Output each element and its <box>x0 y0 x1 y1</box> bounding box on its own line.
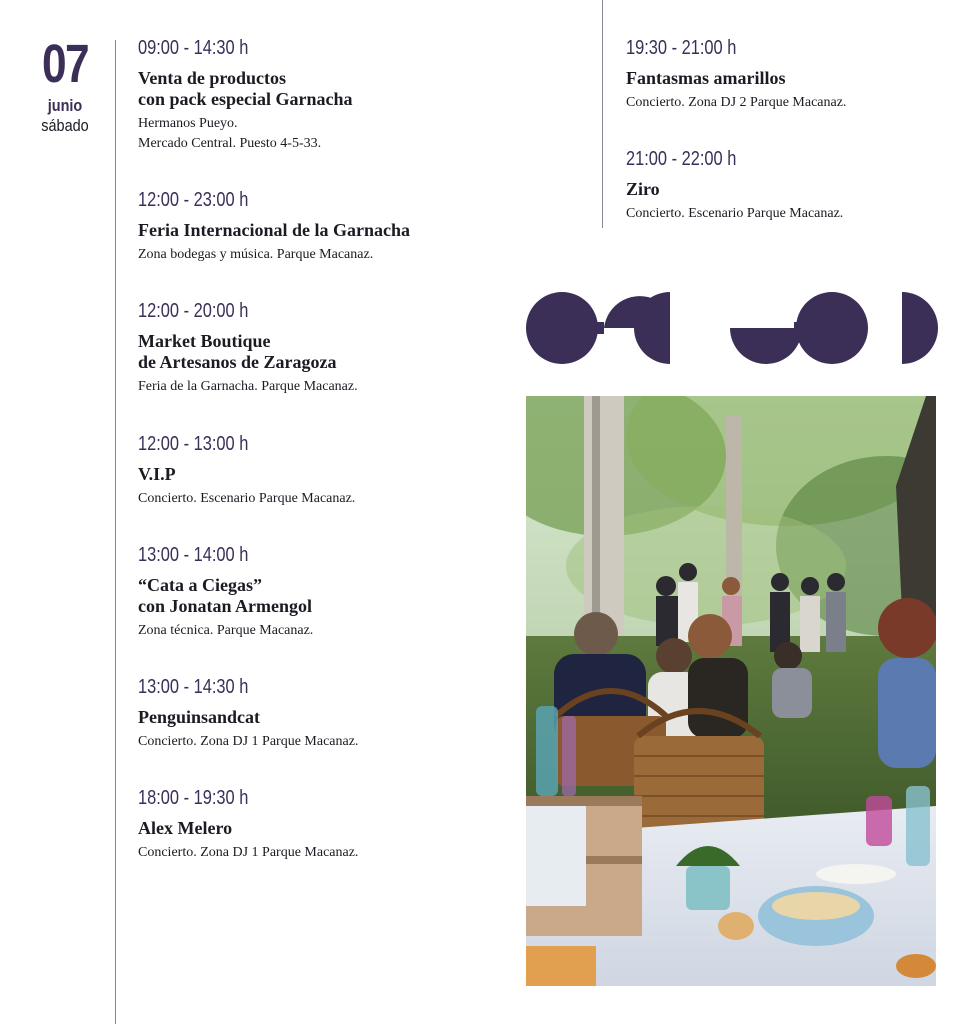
event-title: Ziro <box>626 179 660 199</box>
event-item <box>138 786 578 863</box>
event-title: Fantasmas amarillos <box>626 68 786 88</box>
deco-bar <box>562 322 604 334</box>
event-item <box>138 432 578 543</box>
deco-bar-2 <box>794 322 834 334</box>
date-block <box>30 36 100 136</box>
picnic-illustration <box>526 396 936 986</box>
event-description: Zona técnica. Parque Macanaz. <box>138 623 314 638</box>
event-title: “Cata a Ciegas” con Jonatan Armengol <box>138 575 313 616</box>
event-item <box>138 675 578 786</box>
event-time: 13:00 - 14:00 h <box>138 544 249 566</box>
event-description: Concierto. Zona DJ 2 Parque Macanaz. <box>626 95 847 110</box>
schedule-column-right <box>626 36 956 224</box>
day-number: 07 <box>42 34 88 94</box>
event-description: Concierto. Escenario Parque Macanaz. <box>138 491 356 506</box>
event-item <box>138 36 578 188</box>
event-title: Feria Internacional de la Garnacha <box>138 220 410 240</box>
event-item <box>626 36 956 147</box>
event-description: Hermanos Pueyo. Mercado Central. Puesto 4-5-33. <box>138 116 322 151</box>
event-time: 12:00 - 13:00 h <box>138 433 249 455</box>
event-description: Concierto. Zona DJ 1 Parque Macanaz. <box>138 734 359 749</box>
event-description: Feria de la Garnacha. Parque Macanaz. <box>138 379 358 394</box>
event-title: Alex Melero <box>138 818 233 838</box>
event-title: Venta de productos con pack especial Garnacha <box>138 68 353 109</box>
weekday-label: sábado <box>41 116 89 135</box>
event-title: Market Boutique de Artesanos de Zaragoza <box>138 331 337 372</box>
event-item <box>138 299 578 432</box>
event-title: V.I.P <box>138 464 176 484</box>
event-time: 18:00 - 19:30 h <box>138 787 249 809</box>
event-time: 12:00 - 20:00 h <box>138 300 249 322</box>
column-divider-left <box>115 40 116 1024</box>
event-time: 12:00 - 23:00 h <box>138 189 249 211</box>
column-divider-right <box>602 0 603 228</box>
geometric-decoration <box>526 292 938 364</box>
deco-half-right <box>902 292 938 364</box>
month-label: junio <box>47 96 83 115</box>
event-item <box>626 147 956 224</box>
schedule-column-left <box>138 36 578 863</box>
event-description: Concierto. Escenario Parque Macanaz. <box>626 206 844 221</box>
event-item <box>138 188 578 299</box>
event-description: Zona bodegas y música. Parque Macanaz. <box>138 247 374 262</box>
event-time: 19:30 - 21:00 h <box>626 37 737 59</box>
deco-half-bottom <box>730 328 802 364</box>
picnic-photo <box>526 396 936 986</box>
event-time: 13:00 - 14:30 h <box>138 676 249 698</box>
event-description: Concierto. Zona DJ 1 Parque Macanaz. <box>138 845 359 860</box>
event-time: 09:00 - 14:30 h <box>138 37 249 59</box>
event-time: 21:00 - 22:00 h <box>626 148 737 170</box>
event-title: Penguinsandcat <box>138 707 261 727</box>
event-item <box>138 543 578 675</box>
